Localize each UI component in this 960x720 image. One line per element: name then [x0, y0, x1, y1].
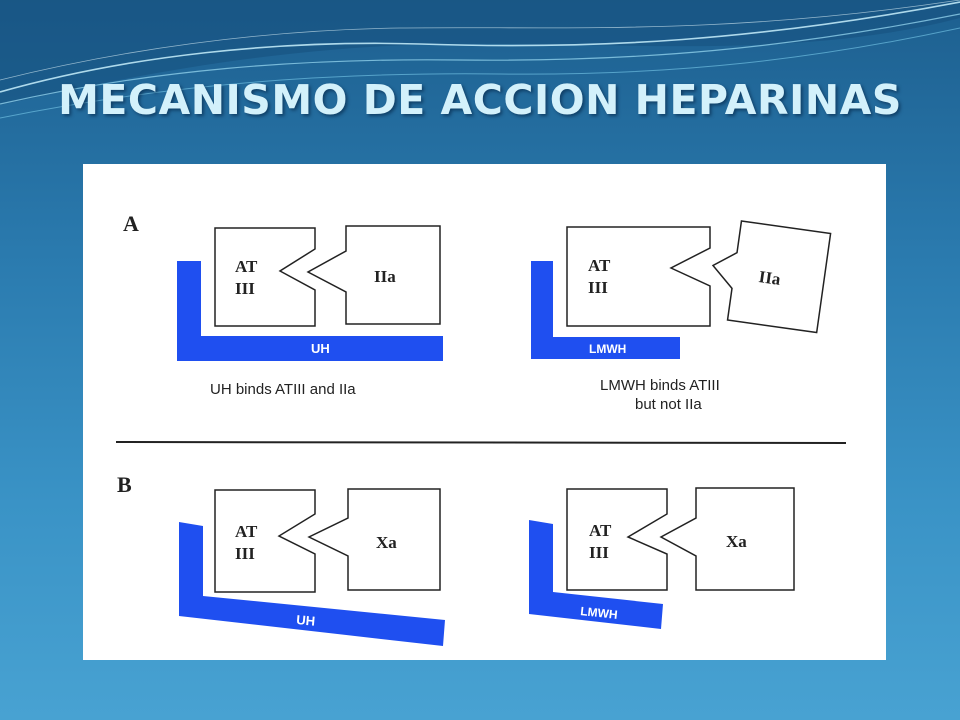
lmwh-bar-label-a: LMWH [589, 342, 627, 356]
iia-label-a-left: IIa [374, 267, 396, 286]
atiii-label-a-right: AT III [588, 256, 611, 297]
xa-label-b-left: Xa [376, 533, 397, 552]
uh-bar-label-b: UH [295, 612, 316, 629]
panel-a-label: A [123, 211, 139, 236]
atiii-box-b-left [215, 490, 315, 592]
panel-a-left [177, 226, 443, 398]
panel-b-label: B [117, 472, 132, 497]
caption-a-right-line1: LMWH binds ATIII [600, 377, 720, 394]
heparin-mechanism-figure [83, 164, 886, 660]
caption-a-left: UH binds ATIII and IIa [210, 381, 356, 398]
atiii-label-b-left: AT III [235, 522, 258, 563]
atiii-box-a-left [215, 228, 315, 326]
xa-label-b-right: Xa [726, 532, 747, 551]
iia-label-a-right: IIa [757, 267, 782, 289]
xa-box-b-left [309, 489, 440, 590]
panel-b-right [529, 488, 794, 629]
atiii-label-a-left: AT III [235, 257, 258, 298]
atiii-label-b-right: AT III [589, 521, 612, 562]
atiii-box-b-right [567, 489, 667, 590]
uh-bar-label-a: UH [311, 341, 330, 356]
slide-title: MECANISMO DE ACCION HEPARINAS [58, 76, 902, 124]
panel-b-left [179, 489, 445, 646]
caption-a-right-line2: but not IIa [635, 396, 702, 413]
panel-divider [116, 442, 846, 443]
lmwh-bar-label-b: LMWH [579, 604, 619, 622]
panel-a-right [531, 218, 831, 413]
atiii-box-a-right [567, 227, 710, 326]
